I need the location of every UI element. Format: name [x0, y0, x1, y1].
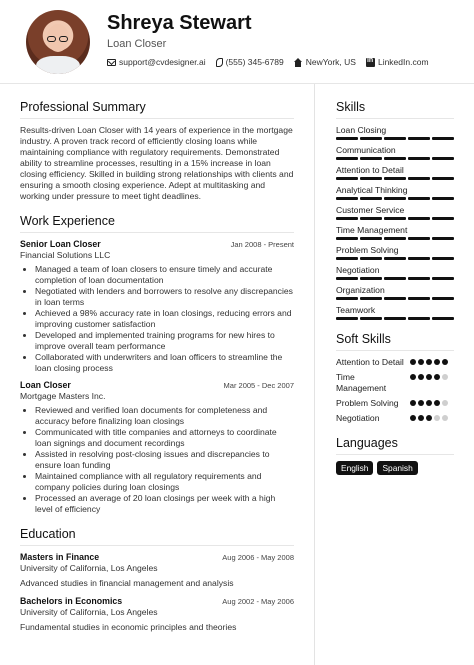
skill-level-segment	[384, 157, 406, 160]
skill-name: Negotiation	[336, 265, 380, 275]
skill-item	[336, 225, 454, 240]
skill-level-segment	[408, 257, 430, 260]
location-text: NewYork, US	[305, 57, 356, 67]
soft-skill-rating	[410, 415, 454, 421]
education-desc: Fundamental studies in economic principles and theories	[20, 622, 237, 632]
skill-level-segment	[408, 277, 430, 280]
skill-level-segment	[360, 137, 382, 140]
soft-skills-section	[336, 332, 454, 424]
email-text: support@cvdesigner.ai	[119, 57, 206, 67]
skill-item	[336, 245, 454, 260]
column-divider	[314, 84, 315, 665]
skill-level-segment	[360, 277, 382, 280]
location-contact	[294, 57, 356, 67]
skill-item	[336, 205, 454, 220]
rating-dot	[426, 374, 432, 380]
rating-dot	[410, 415, 416, 421]
languages-section	[336, 436, 454, 475]
candidate-role: Loan Closer	[107, 38, 167, 50]
job-bullet: • Maintained compliance with all regulatory requirements and company policies during loan closings	[35, 471, 294, 493]
contact-bar	[107, 57, 429, 67]
skill-level-segment	[336, 277, 358, 280]
soft-skill-name: Time Management	[336, 372, 387, 393]
phone-icon	[216, 58, 223, 67]
rating-dot	[442, 415, 448, 421]
skill-level-segment	[384, 317, 406, 320]
skill-name: Organization	[336, 285, 385, 295]
skill-level-segment	[360, 177, 382, 180]
soft-skill-rating	[410, 400, 454, 406]
education-header	[20, 596, 294, 606]
skill-level-segment	[336, 157, 358, 160]
education-degree: Bachelors in Economics	[20, 596, 123, 606]
skill-name: Teamwork	[336, 305, 376, 315]
experience-title: Work Experience	[20, 214, 294, 233]
skill-name: Problem Solving	[336, 245, 399, 255]
rating-dot	[434, 415, 440, 421]
soft-skill-rating	[410, 374, 454, 380]
education-section	[20, 527, 294, 632]
rating-dot	[418, 374, 424, 380]
linkedin-contact[interactable]	[366, 57, 429, 67]
job-date: Mar 2005 - Dec 2007	[223, 381, 294, 390]
skills-title: Skills	[336, 100, 454, 119]
skill-level-segment	[432, 297, 454, 300]
experience-section	[20, 214, 294, 515]
skill-level-bar	[336, 197, 454, 200]
rating-dot	[410, 400, 416, 406]
main-column	[20, 100, 294, 644]
skill-level-segment	[360, 197, 382, 200]
email-contact[interactable]	[107, 57, 206, 67]
skill-level-segment	[432, 177, 454, 180]
education-entry	[20, 596, 294, 632]
rating-dot	[434, 400, 440, 406]
skill-level-segment	[408, 217, 430, 220]
language-badge: Spanish	[377, 461, 417, 475]
rating-dot	[434, 374, 440, 380]
job-bullet: • Communicated with title companies and attorneys to coordinate loan signings and document recordings	[35, 427, 294, 449]
skill-level-segment	[336, 237, 358, 240]
job-bullet: • Achieved a 98% accuracy rate in loan closings, reducing errors and improving customer satisfaction	[35, 308, 294, 330]
skill-level-segment	[432, 157, 454, 160]
skill-level-segment	[432, 277, 454, 280]
home-icon	[294, 58, 303, 67]
skill-level-segment	[432, 137, 454, 140]
education-header	[20, 552, 294, 562]
skill-name: Customer Service	[336, 205, 405, 215]
skill-item	[336, 165, 454, 180]
skill-level-bar	[336, 317, 454, 320]
education-desc: Advanced studies in financial management and analysis	[20, 578, 234, 588]
job-entry	[20, 380, 294, 515]
rating-dot	[418, 400, 424, 406]
resume-header	[0, 0, 474, 84]
job-header	[20, 239, 294, 249]
education-school: University of California, Los Angeles	[20, 563, 158, 573]
education-date: Aug 2002 - May 2006	[222, 597, 294, 606]
skill-level-segment	[408, 297, 430, 300]
job-bullet: • Collaborated with underwriters and loan officers to streamline the loan closing process	[35, 352, 294, 374]
skill-level-segment	[384, 177, 406, 180]
job-date: Jan 2008 - Present	[230, 240, 294, 249]
job-bullets	[35, 405, 294, 515]
skill-level-segment	[360, 217, 382, 220]
skill-level-segment	[360, 237, 382, 240]
education-date: Aug 2006 - May 2008	[222, 553, 294, 562]
skill-level-segment	[432, 217, 454, 220]
skill-level-bar	[336, 217, 454, 220]
skill-level-segment	[360, 297, 382, 300]
language-badge: English	[336, 461, 373, 475]
skill-level-bar	[336, 277, 454, 280]
skill-item	[336, 145, 454, 160]
skill-name: Analytical Thinking	[336, 185, 408, 195]
skill-level-segment	[408, 157, 430, 160]
rating-dot	[410, 359, 416, 365]
rating-dot	[418, 359, 424, 365]
skill-name: Time Management	[336, 225, 408, 235]
skill-level-bar	[336, 237, 454, 240]
soft-skill-rating	[410, 359, 454, 365]
soft-skill-name: Problem Solving	[336, 398, 399, 408]
skill-item	[336, 125, 454, 140]
mail-icon	[107, 59, 116, 66]
skill-level-segment	[360, 157, 382, 160]
job-bullet: • Managed a team of loan closers to ensure timely and accurate completion of loan documentation	[35, 264, 294, 286]
skill-level-bar	[336, 297, 454, 300]
skill-level-segment	[408, 137, 430, 140]
skill-level-bar	[336, 257, 454, 260]
rating-dot	[426, 400, 432, 406]
rating-dot	[434, 359, 440, 365]
skill-level-bar	[336, 137, 454, 140]
job-header	[20, 380, 294, 390]
education-entry	[20, 552, 294, 588]
skill-level-segment	[384, 137, 406, 140]
summary-text: Results-driven Loan Closer with 14 years of experience in the mortgage industry. A proven track record of efficiently closing loans while maintaining compliance with regulatory requirements. Demonstrated ability to streamline processes, resulting in a 15% increase in loan closing efficiency. Skilled in building strong relationships with clients and ensuring a smooth closing experience. Adept at multitasking and working under pressure to meet tight deadlines.	[20, 125, 294, 201]
skill-item	[336, 285, 454, 300]
job-title: Senior Loan Closer	[20, 239, 101, 249]
summary-section	[20, 100, 294, 202]
job-company: Mortgage Masters Inc.	[20, 391, 106, 401]
rating-dot	[410, 374, 416, 380]
job-bullet: • Negotiated with lenders and borrowers to resolve any discrepancies in loan terms	[35, 286, 294, 308]
job-company: Financial Solutions LLC	[20, 250, 111, 260]
soft-skill-item	[336, 413, 454, 424]
summary-title: Professional Summary	[20, 100, 294, 119]
skills-section	[336, 100, 454, 320]
rating-dot	[442, 359, 448, 365]
job-bullet: • Reviewed and verified loan documents for completeness and accuracy before finalizing loan closings	[35, 405, 294, 427]
rating-dot	[426, 359, 432, 365]
soft-skills-title: Soft Skills	[336, 332, 454, 351]
skill-level-segment	[408, 237, 430, 240]
job-bullet: • Developed and implemented training programs for new hires to improve overall team performance	[35, 330, 294, 352]
linkedin-icon	[366, 58, 375, 67]
skill-name: Attention to Detail	[336, 165, 404, 175]
soft-skill-item	[336, 357, 454, 368]
skill-level-bar	[336, 177, 454, 180]
skill-level-segment	[432, 237, 454, 240]
soft-skill-item	[336, 398, 454, 409]
rating-dot	[442, 400, 448, 406]
rating-dot	[426, 415, 432, 421]
skill-level-segment	[432, 197, 454, 200]
skill-item	[336, 305, 454, 320]
skill-level-segment	[360, 257, 382, 260]
skill-level-segment	[336, 317, 358, 320]
skill-level-segment	[432, 257, 454, 260]
soft-skill-name: Negotiation	[336, 413, 380, 423]
skill-level-segment	[336, 297, 358, 300]
soft-skill-item	[336, 372, 454, 394]
job-title: Loan Closer	[20, 380, 71, 390]
soft-skill-name: Attention to Detail	[336, 357, 404, 367]
skill-level-bar	[336, 157, 454, 160]
job-bullet: • Processed an average of 20 loan closings per week with a high level of efficiency	[35, 493, 294, 515]
education-title: Education	[20, 527, 294, 546]
job-bullets	[35, 264, 294, 374]
rating-dot	[442, 374, 448, 380]
skill-level-segment	[336, 257, 358, 260]
skill-item	[336, 265, 454, 280]
skill-level-segment	[408, 197, 430, 200]
skill-name: Communication	[336, 145, 396, 155]
skill-level-segment	[408, 177, 430, 180]
job-entry	[20, 239, 294, 374]
skill-item	[336, 185, 454, 200]
phone-text: (555) 345-6789	[225, 57, 284, 67]
skill-level-segment	[360, 317, 382, 320]
job-bullet: • Assisted in resolving post-closing issues and discrepancies to ensure loan funding	[35, 449, 294, 471]
languages-title: Languages	[336, 436, 454, 455]
profile-photo	[26, 10, 90, 74]
skill-level-segment	[336, 177, 358, 180]
skill-level-segment	[384, 297, 406, 300]
skill-level-segment	[336, 197, 358, 200]
skill-level-segment	[432, 317, 454, 320]
skill-level-segment	[408, 317, 430, 320]
education-degree: Masters in Finance	[20, 552, 100, 562]
skill-level-segment	[384, 217, 406, 220]
skill-level-segment	[384, 237, 406, 240]
skill-level-segment	[336, 217, 358, 220]
skill-level-segment	[384, 257, 406, 260]
skill-level-segment	[384, 197, 406, 200]
rating-dot	[418, 415, 424, 421]
phone-contact[interactable]	[216, 57, 284, 67]
candidate-name: Shreya Stewart	[107, 12, 252, 34]
education-school: University of California, Los Angeles	[20, 607, 158, 617]
skill-level-segment	[384, 277, 406, 280]
linkedin-text: LinkedIn.com	[377, 57, 429, 67]
sidebar-column	[336, 100, 454, 487]
skill-name: Loan Closing	[336, 125, 387, 135]
skill-level-segment	[336, 137, 358, 140]
